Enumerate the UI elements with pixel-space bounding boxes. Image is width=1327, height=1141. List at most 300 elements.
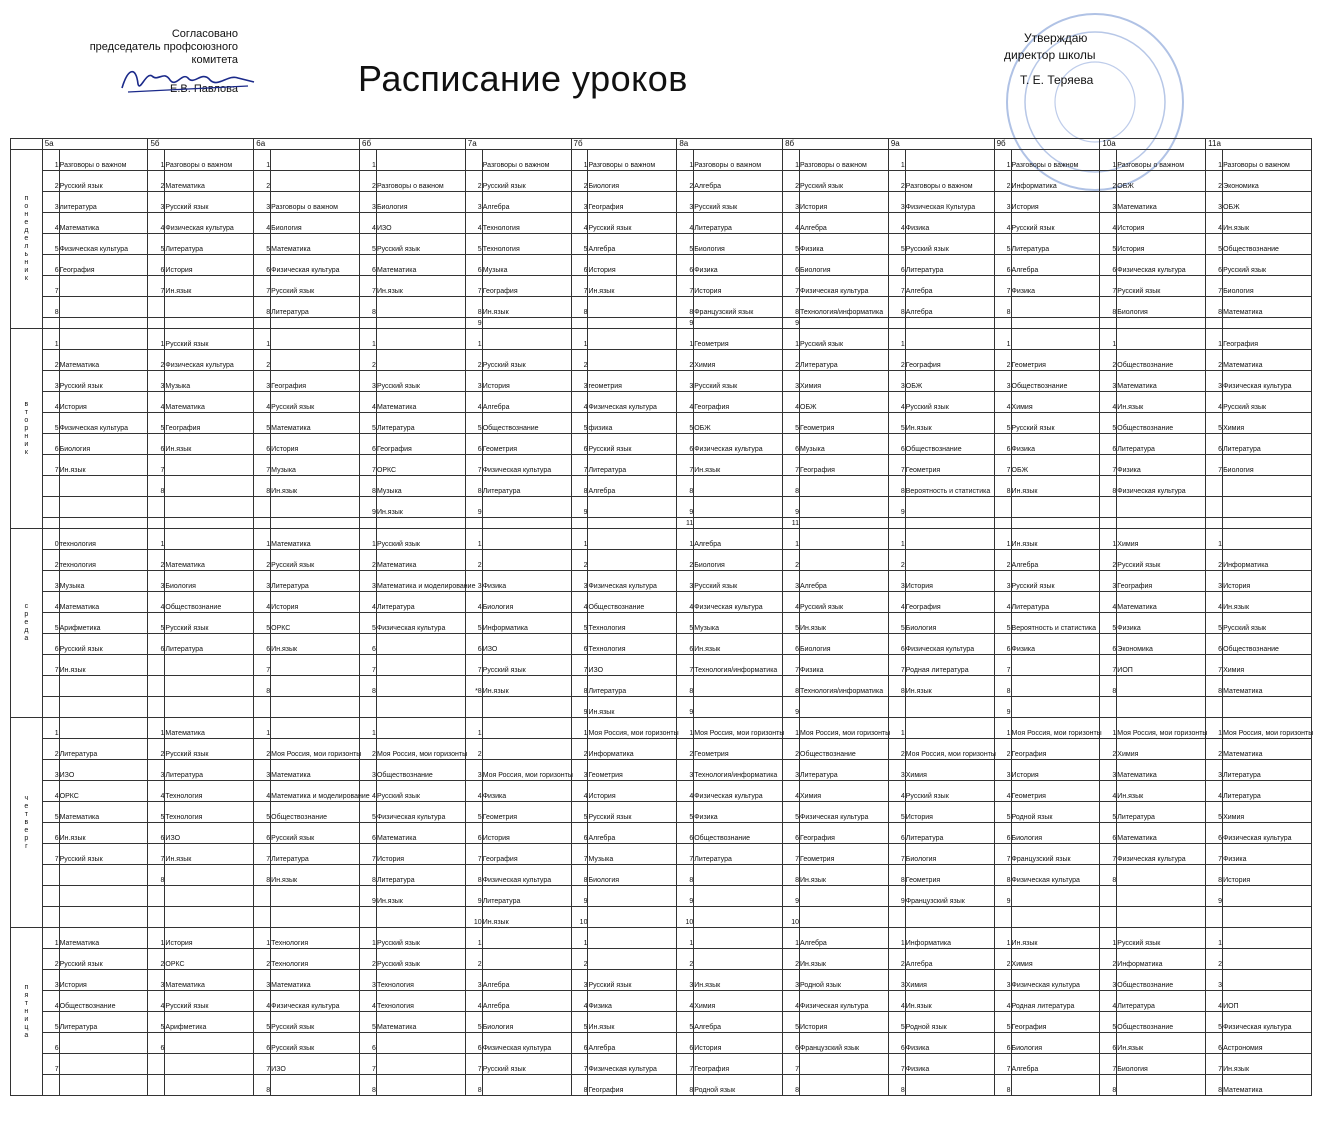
- subject-cell: Биология: [1223, 455, 1312, 476]
- subject-cell: Ин.язык: [165, 276, 254, 297]
- lesson-number: 1: [42, 928, 59, 949]
- lesson-number: 5: [1206, 234, 1223, 255]
- lesson-number: 7: [677, 1054, 694, 1075]
- lesson-number: 7: [1206, 1054, 1223, 1075]
- subject-cell: География: [1223, 329, 1312, 350]
- lesson-number: 7: [888, 844, 905, 865]
- lesson-number: 6: [465, 1033, 482, 1054]
- lesson-number: 8: [783, 297, 800, 318]
- lesson-number: 3: [42, 760, 59, 781]
- lesson-number: 4: [783, 213, 800, 234]
- subject-cell: География: [376, 434, 465, 455]
- subject-cell: Обществознание: [59, 991, 148, 1012]
- lesson-number: 2: [360, 949, 377, 970]
- subject-cell: [482, 949, 571, 970]
- signature-left: [118, 62, 258, 96]
- lesson-number: 9: [994, 697, 1011, 718]
- lesson-number: [148, 1075, 165, 1096]
- subject-cell: Моя Россия, мои горизонты: [588, 718, 677, 739]
- lesson-number: 6: [148, 255, 165, 276]
- subject-cell: Информатика: [1223, 550, 1312, 571]
- subject-cell: [1223, 476, 1312, 497]
- lesson-number: 5: [465, 613, 482, 634]
- lesson-number: 8: [571, 1075, 588, 1096]
- subject-cell: [165, 297, 254, 318]
- subject-cell: [376, 634, 465, 655]
- subject-cell: Математика: [1223, 1075, 1312, 1096]
- lesson-number: 3: [1100, 970, 1117, 991]
- lesson-number: 2: [1100, 350, 1117, 371]
- lesson-number: 3: [1100, 371, 1117, 392]
- lesson-number: 1: [994, 928, 1011, 949]
- subject-cell: Геометрия: [800, 413, 889, 434]
- subject-cell: [1011, 497, 1100, 518]
- lesson-number: 8: [571, 676, 588, 697]
- lesson-number: 10: [783, 907, 800, 928]
- subject-cell: Физическая культура: [482, 455, 571, 476]
- lesson-number: 6: [360, 634, 377, 655]
- lesson-number: 2: [994, 171, 1011, 192]
- lesson-number: 3: [783, 571, 800, 592]
- lesson-number: 6: [1100, 634, 1117, 655]
- lesson-number: 2: [254, 171, 271, 192]
- agreed-line-2: председатель профсоюзного: [89, 41, 238, 53]
- subject-cell: [800, 697, 889, 718]
- lesson-number: 1: [1100, 529, 1117, 550]
- lesson-number: 1: [465, 928, 482, 949]
- subject-cell: [271, 171, 360, 192]
- subject-cell: [271, 697, 360, 718]
- lesson-number: 7: [42, 655, 59, 676]
- lesson-number: 2: [888, 550, 905, 571]
- lesson-number: 7: [994, 276, 1011, 297]
- subject-cell: Русский язык: [482, 350, 571, 371]
- lesson-row: [11, 329, 1312, 350]
- subject-cell: Технология: [482, 213, 571, 234]
- lesson-number: 2: [1100, 171, 1117, 192]
- lesson-number: 8: [360, 676, 377, 697]
- lesson-number: 6: [888, 1033, 905, 1054]
- lesson-number: 1: [677, 329, 694, 350]
- lesson-number: 1: [677, 718, 694, 739]
- lesson-number: 8: [148, 865, 165, 886]
- subject-cell: География: [694, 1054, 783, 1075]
- lesson-number: 1: [148, 150, 165, 171]
- lesson-number: 3: [571, 571, 588, 592]
- subject-cell: [482, 739, 571, 760]
- lesson-number: 6: [994, 434, 1011, 455]
- lesson-number: 2: [42, 739, 59, 760]
- subject-cell: Биология: [1117, 1054, 1206, 1075]
- subject-cell: Ин.язык: [588, 276, 677, 297]
- subject-cell: Химия: [1223, 413, 1312, 434]
- lesson-number: 8: [1100, 297, 1117, 318]
- lesson-number: [148, 655, 165, 676]
- subject-cell: [694, 476, 783, 497]
- lesson-number: 5: [465, 802, 482, 823]
- lesson-number: 8: [994, 676, 1011, 697]
- lesson-number: 2: [1100, 739, 1117, 760]
- lesson-number: 3: [677, 371, 694, 392]
- subject-cell: Биология: [1011, 1033, 1100, 1054]
- subject-cell: Русский язык: [271, 550, 360, 571]
- subject-cell: [905, 1075, 994, 1096]
- subject-cell: Химия: [694, 991, 783, 1012]
- subject-cell: [1011, 697, 1100, 718]
- lesson-number: 1: [571, 529, 588, 550]
- subject-cell: Ин.язык: [694, 455, 783, 476]
- subject-cell: Биология: [1011, 823, 1100, 844]
- lesson-number: 6: [254, 634, 271, 655]
- subject-cell: Обществознание: [482, 413, 571, 434]
- subject-cell: История: [800, 192, 889, 213]
- lesson-number: 8: [994, 297, 1011, 318]
- lesson-number: 2: [888, 350, 905, 371]
- lesson-number: 7: [1100, 1054, 1117, 1075]
- subject-cell: Французский язык: [905, 886, 994, 907]
- lesson-number: 2: [360, 171, 377, 192]
- lesson-number: 3: [465, 571, 482, 592]
- subject-cell: Ин.язык: [376, 497, 465, 518]
- subject-cell: [694, 697, 783, 718]
- subject-cell: География: [482, 276, 571, 297]
- subject-cell: ОБЖ: [800, 392, 889, 413]
- lesson-number: 2: [254, 350, 271, 371]
- subject-cell: [905, 497, 994, 518]
- lesson-row: [11, 550, 1312, 571]
- subject-cell: [1117, 1075, 1206, 1096]
- subject-cell: [376, 318, 465, 329]
- lesson-number: 7: [783, 276, 800, 297]
- subject-cell: [694, 907, 783, 928]
- lesson-number: 8: [360, 1075, 377, 1096]
- lesson-number: 2: [783, 171, 800, 192]
- subject-cell: Биология: [694, 550, 783, 571]
- subject-cell: [482, 518, 571, 529]
- lesson-number: 5: [1206, 802, 1223, 823]
- subject-cell: [59, 476, 148, 497]
- lesson-number: 7: [465, 455, 482, 476]
- lesson-number: 3: [1100, 571, 1117, 592]
- lesson-number: 8: [254, 1075, 271, 1096]
- lesson-number: 8: [254, 297, 271, 318]
- lesson-number: [42, 886, 59, 907]
- lesson-number: 8: [465, 476, 482, 497]
- lesson-number: 6: [888, 434, 905, 455]
- subject-cell: География: [905, 350, 994, 371]
- lesson-number: 7: [783, 455, 800, 476]
- lesson-number: 3: [571, 192, 588, 213]
- subject-cell: Русский язык: [271, 1033, 360, 1054]
- lesson-number: [360, 697, 377, 718]
- subject-cell: Физическая культура: [1117, 255, 1206, 276]
- lesson-number: 3: [571, 371, 588, 392]
- subject-cell: Литература: [165, 634, 254, 655]
- lesson-number: 2: [994, 550, 1011, 571]
- subject-cell: Физическая культура: [165, 213, 254, 234]
- lesson-number: 1: [677, 529, 694, 550]
- lesson-number: 4: [42, 991, 59, 1012]
- lesson-number: 2: [148, 350, 165, 371]
- subject-cell: [800, 529, 889, 550]
- lesson-number: 4: [148, 781, 165, 802]
- subject-cell: Литература: [271, 571, 360, 592]
- lesson-number: 8: [888, 297, 905, 318]
- lesson-number: 3: [42, 371, 59, 392]
- lesson-number: 2: [360, 350, 377, 371]
- subject-cell: Информатика: [905, 928, 994, 949]
- subject-cell: Биология: [482, 592, 571, 613]
- lesson-number: [254, 318, 271, 329]
- subject-cell: Физическая культура: [905, 634, 994, 655]
- lesson-number: 3: [360, 192, 377, 213]
- lesson-number: 4: [677, 213, 694, 234]
- lesson-number: [1206, 697, 1223, 718]
- subject-cell: [376, 655, 465, 676]
- lesson-number: 8: [888, 865, 905, 886]
- agreed-name: Е.В. Павлова: [170, 83, 238, 95]
- subject-cell: [165, 697, 254, 718]
- lesson-number: 3: [360, 970, 377, 991]
- lesson-number: 9: [465, 497, 482, 518]
- lesson-number: 8: [465, 865, 482, 886]
- lesson-number: 5: [571, 234, 588, 255]
- lesson-number: 8: [1206, 865, 1223, 886]
- subject-cell: Ин.язык: [482, 297, 571, 318]
- lesson-number: 9: [465, 886, 482, 907]
- day-label: с р е д а: [11, 529, 43, 718]
- subject-cell: Алгебра: [905, 276, 994, 297]
- lesson-number: 5: [254, 413, 271, 434]
- lesson-number: 4: [1100, 991, 1117, 1012]
- lesson-row: [11, 718, 1312, 739]
- subject-cell: Литература: [271, 297, 360, 318]
- lesson-number: 1: [148, 329, 165, 350]
- subject-cell: ИЗО: [271, 1054, 360, 1075]
- subject-cell: [376, 1054, 465, 1075]
- lesson-number: 3: [888, 970, 905, 991]
- lesson-number: 7: [254, 844, 271, 865]
- subject-cell: Литература: [588, 455, 677, 476]
- lesson-number: 5: [1100, 234, 1117, 255]
- lesson-number: 7: [571, 1054, 588, 1075]
- lesson-number: 5: [994, 413, 1011, 434]
- subject-cell: История: [1011, 192, 1100, 213]
- subject-cell: История: [482, 823, 571, 844]
- lesson-number: 3: [148, 571, 165, 592]
- subject-cell: Химия: [1011, 392, 1100, 413]
- lesson-number: 4: [148, 991, 165, 1012]
- subject-cell: [800, 907, 889, 928]
- subject-cell: Алгебра: [905, 949, 994, 970]
- lesson-number: 6: [677, 255, 694, 276]
- lesson-number: 7: [465, 844, 482, 865]
- lesson-number: 7: [1100, 655, 1117, 676]
- lesson-row: [11, 297, 1312, 318]
- subject-cell: Физическая культура: [482, 1033, 571, 1054]
- lesson-number: [888, 518, 905, 529]
- lesson-number: 5: [465, 413, 482, 434]
- subject-cell: Арифметика: [165, 1012, 254, 1033]
- subject-cell: Физическая культура: [694, 434, 783, 455]
- lesson-number: 3: [571, 760, 588, 781]
- lesson-number: 4: [677, 991, 694, 1012]
- subject-cell: Математика: [1223, 350, 1312, 371]
- subject-cell: Ин.язык: [1223, 1054, 1312, 1075]
- subject-cell: География: [800, 823, 889, 844]
- subject-cell: [800, 518, 889, 529]
- subject-cell: Литература: [482, 476, 571, 497]
- lesson-number: 8: [677, 297, 694, 318]
- subject-cell: [482, 697, 571, 718]
- lesson-number: 9: [677, 497, 694, 518]
- lesson-number: 5: [254, 1012, 271, 1033]
- lesson-number: 6: [571, 255, 588, 276]
- subject-cell: литература: [59, 192, 148, 213]
- lesson-number: 7: [994, 655, 1011, 676]
- subject-cell: [694, 865, 783, 886]
- lesson-row: [11, 1054, 1312, 1075]
- lesson-number: 7: [360, 1054, 377, 1075]
- subject-cell: Математика: [271, 760, 360, 781]
- lesson-number: 6: [677, 823, 694, 844]
- lesson-number: [148, 907, 165, 928]
- agreed-line-3: комитета: [191, 54, 238, 66]
- subject-cell: [1223, 518, 1312, 529]
- lesson-number: 7: [465, 1054, 482, 1075]
- subject-cell: История: [376, 844, 465, 865]
- lesson-number: 2: [42, 171, 59, 192]
- lesson-number: 0: [42, 529, 59, 550]
- lesson-number: [360, 518, 377, 529]
- subject-cell: Физика: [588, 991, 677, 1012]
- lesson-number: 3: [254, 192, 271, 213]
- lesson-number: 3: [1206, 571, 1223, 592]
- lesson-number: 3: [677, 970, 694, 991]
- lesson-number: 1: [677, 150, 694, 171]
- lesson-number: 2: [254, 949, 271, 970]
- subject-cell: [588, 329, 677, 350]
- lesson-number: 6: [783, 434, 800, 455]
- class-header: 11а: [1206, 139, 1312, 150]
- lesson-number: 8: [783, 1075, 800, 1096]
- subject-cell: Информатика: [588, 739, 677, 760]
- lesson-number: 2: [783, 949, 800, 970]
- lesson-number: 2: [1206, 949, 1223, 970]
- lesson-number: 2: [783, 350, 800, 371]
- subject-cell: [1117, 907, 1206, 928]
- subject-cell: Алгебра: [694, 171, 783, 192]
- subject-cell: [588, 350, 677, 371]
- subject-cell: [376, 350, 465, 371]
- lesson-number: 1: [360, 329, 377, 350]
- lesson-number: 7: [254, 655, 271, 676]
- lesson-number: 10: [677, 907, 694, 928]
- subject-cell: Физика: [694, 802, 783, 823]
- lesson-number: 9: [677, 318, 694, 329]
- lesson-number: 7: [571, 655, 588, 676]
- lesson-number: 7: [42, 455, 59, 476]
- lesson-row: [11, 907, 1312, 928]
- lesson-number: 6: [783, 634, 800, 655]
- subject-cell: Ин.язык: [482, 907, 571, 928]
- lesson-number: 4: [148, 392, 165, 413]
- lesson-number: 9: [783, 886, 800, 907]
- approve-role: директор школы: [1004, 48, 1096, 62]
- class-header: 8а: [677, 139, 783, 150]
- subject-cell: Разговоры о важном: [1011, 150, 1100, 171]
- lesson-number: [994, 907, 1011, 928]
- lesson-number: [360, 318, 377, 329]
- subject-cell: Русский язык: [59, 844, 148, 865]
- class-header: 6б: [360, 139, 466, 150]
- lesson-number: 9: [571, 886, 588, 907]
- lesson-number: 3: [148, 760, 165, 781]
- lesson-number: 4: [254, 592, 271, 613]
- lesson-number: 4: [888, 991, 905, 1012]
- subject-cell: [1117, 329, 1206, 350]
- subject-cell: Алгебра: [694, 1012, 783, 1033]
- lesson-number: 6: [888, 823, 905, 844]
- subject-cell: [1117, 865, 1206, 886]
- lesson-number: 1: [994, 529, 1011, 550]
- subject-cell: Обществознание: [1117, 970, 1206, 991]
- subject-cell: Русский язык: [694, 571, 783, 592]
- subject-cell: Биология: [59, 434, 148, 455]
- lesson-number: 1: [360, 928, 377, 949]
- subject-cell: Русский язык: [59, 371, 148, 392]
- lesson-number: 4: [360, 213, 377, 234]
- lesson-number: 8: [1206, 297, 1223, 318]
- lesson-number: 4: [994, 781, 1011, 802]
- lesson-number: 8: [994, 865, 1011, 886]
- subject-cell: Экономика: [1223, 171, 1312, 192]
- lesson-number: 6: [1206, 823, 1223, 844]
- lesson-number: 4: [994, 592, 1011, 613]
- subject-cell: Литература: [1117, 434, 1206, 455]
- subject-cell: Ин.язык: [1117, 392, 1206, 413]
- lesson-number: 6: [42, 634, 59, 655]
- subject-cell: Разговоры о важном: [800, 150, 889, 171]
- subject-cell: [1223, 697, 1312, 718]
- subject-cell: [588, 949, 677, 970]
- subject-cell: Ин.язык: [800, 613, 889, 634]
- subject-cell: Литература: [1223, 434, 1312, 455]
- lesson-number: 6: [994, 823, 1011, 844]
- subject-cell: Алгебра: [482, 991, 571, 1012]
- subject-cell: [588, 318, 677, 329]
- subject-cell: [59, 276, 148, 297]
- lesson-number: 3: [888, 371, 905, 392]
- subject-cell: Физическая культура: [376, 613, 465, 634]
- lesson-number: [42, 907, 59, 928]
- subject-cell: Ин.язык: [588, 1012, 677, 1033]
- lesson-number: 8: [783, 865, 800, 886]
- lesson-number: 6: [994, 255, 1011, 276]
- lesson-number: 2: [1100, 949, 1117, 970]
- lesson-number: 1: [994, 718, 1011, 739]
- lesson-number: 3: [42, 192, 59, 213]
- lesson-number: 6: [994, 1033, 1011, 1054]
- subject-cell: География: [588, 192, 677, 213]
- class-header: 7б: [571, 139, 677, 150]
- subject-cell: Биология: [376, 192, 465, 213]
- lesson-number: 3: [994, 970, 1011, 991]
- subject-cell: Литература: [376, 865, 465, 886]
- subject-cell: Химия: [905, 970, 994, 991]
- lesson-number: [994, 518, 1011, 529]
- lesson-number: 1: [571, 150, 588, 171]
